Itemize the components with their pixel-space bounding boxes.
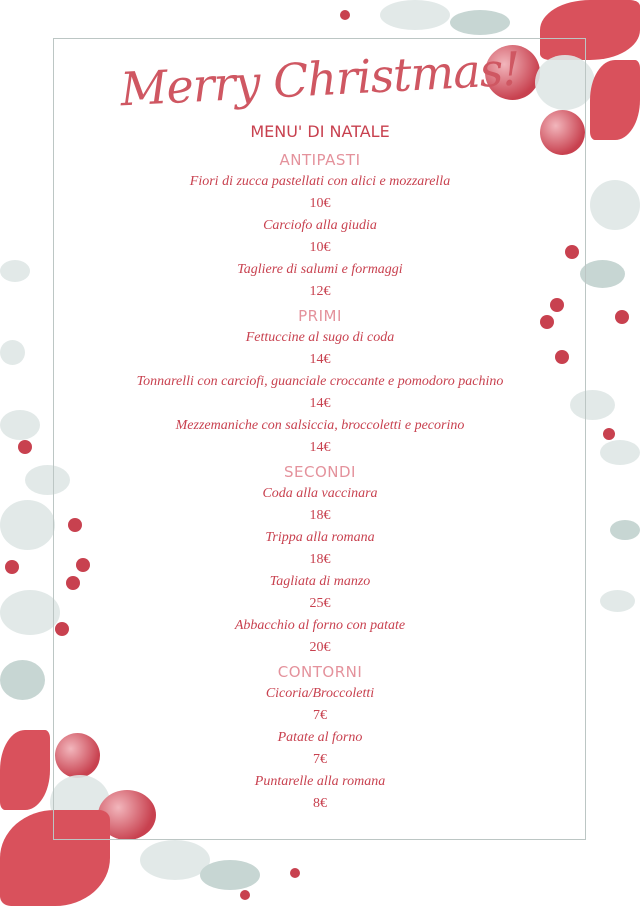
dish-name: Tonnarelli con carciofi, guanciale croccante e pomodoro pachino: [136, 374, 504, 389]
dish-name: Patate al forno: [277, 730, 363, 745]
menu-subtitle: MENU' DI NATALE: [250, 122, 390, 141]
dish-price: 8€: [313, 796, 327, 811]
dish-price: 14€: [309, 352, 331, 367]
dish-price: 14€: [309, 396, 331, 411]
dish-price: 25€: [309, 596, 331, 611]
dish-price: 14€: [309, 440, 331, 455]
section-heading: CONTORNI: [277, 663, 363, 681]
dish-name: Tagliata di manzo: [269, 574, 371, 589]
section-heading: SECONDI: [284, 463, 356, 481]
dish-price: 7€: [313, 752, 327, 767]
menu-title: Merry Christmas!: [119, 41, 521, 117]
dish-name: Carciofo alla giudia: [263, 218, 377, 233]
dish-price: 18€: [309, 508, 331, 523]
dish-price: 7€: [313, 708, 327, 723]
section-heading: PRIMI: [298, 307, 342, 325]
dish-name: Cicoria/Broccoletti: [265, 686, 375, 701]
dish-price: 18€: [309, 552, 331, 567]
dish-price: 10€: [309, 196, 331, 211]
dish-name: Trippa alla romana: [265, 530, 375, 545]
dish-name: Mezzemaniche con salsiccia, broccoletti e pecorino: [175, 418, 465, 433]
section-heading: ANTIPASTI: [279, 151, 361, 169]
dish-name: Abbacchio al forno con patate: [234, 618, 406, 633]
dish-name: Fettuccine al sugo di coda: [245, 330, 395, 345]
dish-name: Tagliere di salumi e formaggi: [237, 262, 403, 277]
dish-price: 20€: [309, 640, 331, 655]
dish-name: Coda alla vaccinara: [262, 486, 378, 501]
dish-name: Puntarelle alla romana: [254, 774, 386, 789]
dish-price: 10€: [309, 240, 331, 255]
dish-price: 12€: [309, 284, 331, 299]
dish-name: Fiori di zucca pastellati con alici e mozzarella: [189, 174, 451, 189]
